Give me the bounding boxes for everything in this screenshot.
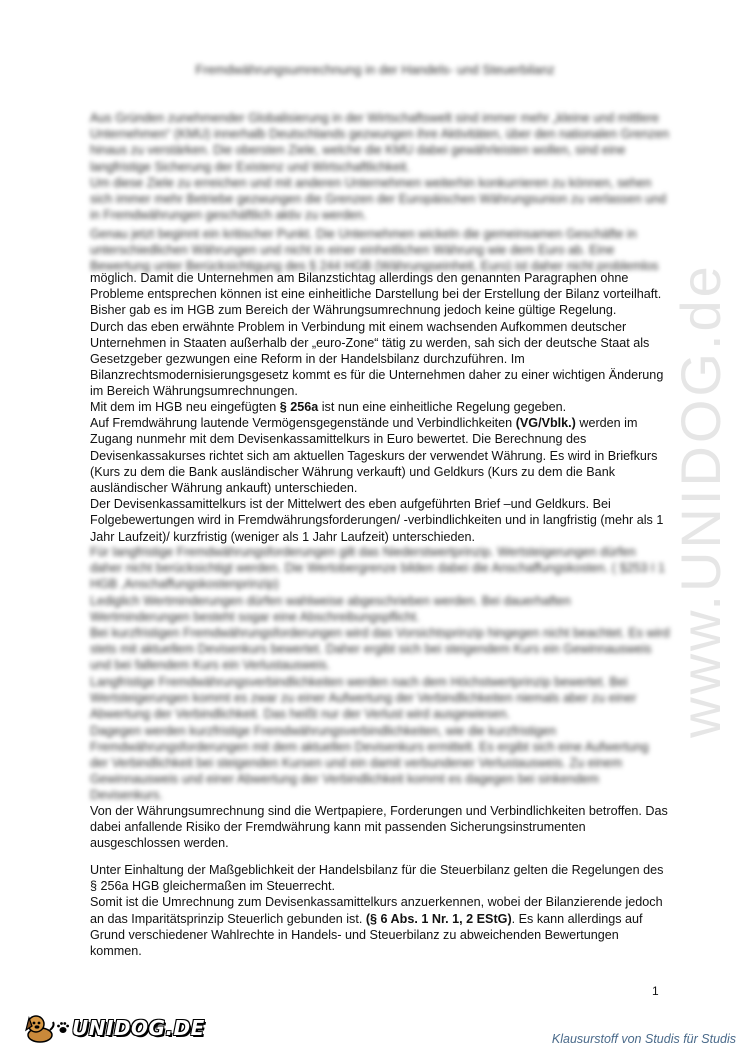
paragraph: Durch das eben erwähnte Problem in Verbindung mit einem wachsenden Aufkommen deutscher Unternehmen in Staaten außerhalb der „euro-Zone“ tätig zu werden, sah sich der deutsche Staat als Gesetzgeber gezwungen eine Reform in der Handelsbilanz durchzuführen. Im Bilanzrechtsmodernisierungsgesetz kommt es für die Unternehmen daher zu einer wichtigen Änderung im Bereich Währungsumrechnungen. [90, 319, 664, 399]
paragraph: Lediglich Wertminderungen dürfen wahlweise abgeschrieben werden. Bei dauerhaften Wertminderungen besteht sogar eine Abschreibungspflicht. [90, 593, 571, 624]
paragraph: Genau jetzt beginnt ein kritischer Punkt. Die Unternehmen wickeln die gemeinsamen Geschäfte in unterschiedlichen Währungen und nicht in einer einheitlichen Währung wie dem Euro ab. Eine Bewertung unter Berücksichtigung des § 244 HGB (Währungseinheit, Euro) ist daher nicht problemlos [90, 227, 659, 274]
section-affected-items [90, 803, 670, 852]
document-title: Fremdwährungsumrechnung in der Handels- und Steuerbilanz [195, 62, 555, 77]
paragraph: Um diese Ziele zu erreichen und mit anderen Unternehmen weiterhin konkurrieren zu können, sehen sich immer mehr Betriebe gezwungen die Grenzen der Europäischen Währungsunion zu verlassen und in Fremdwährungen geschäftlich aktiv zu werden. [90, 175, 667, 223]
paragraph: möglich. Damit die Unternehmen am Bilanzstichtag allerdings den genannten Paragraphen ohne Probleme entsprechen können ist eine einheitliche Darstellung bei der Erstellung der Bilanz vorteilhaft. Bisher gab es im HGB zum Bereich der Währungsumrechnung jedoch keine gültige Regelung. [90, 271, 662, 318]
bold-run: (VG/Vblk.) [515, 416, 576, 431]
logo-text: UNIDOG.DE [72, 1016, 205, 1040]
paragraph: Aus Gründen zunehmender Globalisierung in der Wirtschaftswelt sind immer mehr „kleine und mittlere Unternehmen“ (KMU) innerhalb Deutschlands gezwungen ihre Aktivitäten, über den nationalen Grenzen hinaus zu verstärken. Die obersten Ziele, welche die KMU dabei gewährleisten wollen, sind eine langfristige Sicherung der Existenz und Wirtschaftlichkeit. [90, 111, 669, 174]
blurred-intro [90, 110, 670, 223]
watermark-text: www.UNIDOG.de [668, 262, 732, 738]
paragraph [90, 415, 670, 496]
section-reform [90, 270, 670, 400]
blurred-section-b [90, 674, 670, 804]
bold-run: (§ 6 Abs. 1 Nr. 1, 2 EStG) [365, 911, 512, 926]
paragraph: Unter Einhaltung der Maßgeblichkeit der Handelsbilanz für die Steuerbilanz gelten die Regelungen des § 256a HGB gleichermaßen im Steuerrecht. [90, 863, 664, 894]
bold-run: § 256a [279, 400, 319, 414]
paw-icon [56, 1021, 70, 1035]
text-run: Mit dem im HGB neu eingefügten [90, 400, 280, 414]
paragraph: Für langfristige Fremdwährungsforderungen gilt das Niederstwertprinzip. Wertsteigerungen dürfen daher nicht berücksichtigt werden. Die Wertobergrenze bilden dabei die Anschaffungskosten. ( §253 I 1 HGB ,Anschaffungskostenprinzip) [90, 545, 666, 592]
text-run: ist nun eine einheitliche Regelung gegeben. [318, 400, 567, 414]
dog-mascot-icon [22, 1012, 56, 1044]
paragraph: Bei kurzfristigen Fremdwährungsforderungen wird das Vorsichtsprinzip hingegen nicht beachtet. Es wird stets mit aktuellem Devisenkurs bewertet. Daher ergibt sich bei steigendem Kurs ein Gewinnausweis und bei fallendem Kurs ein Verlustausweis. [90, 626, 670, 673]
text-run: Auf Fremdwährung lautende Vermögensgegenstände und Verbindlichkeiten [90, 416, 516, 431]
blurred-lead [90, 226, 670, 275]
paragraph: Langfristige Fremdwährungsverbindlichkeiten werden nach dem Höchstwertprinzip bewertet. Bei Wertsteigerungen kommt es zwar zu einer Aufwertung der Verbindlichkeiten niemals aber zu einer Abwertung der Verbindlichkeit. Das heißt nur der Verlust wird ausgewiesen. [90, 675, 637, 722]
section-256a [90, 399, 670, 545]
footer-tagline: Klausurstoff von Studis für Studis [551, 1032, 736, 1046]
paragraph [90, 399, 670, 415]
text-run: werden im Zugang nunmehr mit dem Devisenkassamittelkurs in Euro bewertet. Die Berechnung des Devisenkassakurses richtet sich am aktuellen Tageskurs der verwendet Währung. Es wird in Briefkurs (Kurs zu dem die Bank ausländischer Währung verkauft) und Geldkurs (Kurs zu dem die Bank ausländischer Währung ankauft) unterschieden. [90, 416, 658, 496]
paragraph: Der Devisenkassamittelkurs ist der Mittelwert des eben aufgeführten Brief –und Geldkurs. Bei Folgebewertungen wird in Fremdwährungsforderungen/ -verbindlichkeiten und in langfristig (mehr als 1 Jahr Laufzeit)/ kurzfristig (weniger als 1 Jahr Laufzeit) unterschieden. [90, 497, 664, 544]
text-run: Somit ist die Umrechnung zum Devisenkassamittelkurs anzuerkennen, wobei der Bilanzierende jedoch an das Imparitätsprinzip Steuerlich gebunden ist. [90, 895, 663, 926]
blurred-section-a [90, 544, 670, 674]
section-tax-law [90, 862, 670, 959]
text-run: . Es kann allerdings auf Grund verschiedener Wahlrechte in Handels- und Steuerbilanz zu abweichenden Bewertungen kommen. [90, 911, 643, 959]
unidog-logo [22, 1012, 205, 1044]
paragraph [90, 894, 670, 959]
paragraph: Dagegen werden kurzfristige Fremdwährungsverbindlichkeiten, wie die kurzfristigen Fremdwährungsforderungen mit dem aktuellen Devisenkurs ermittelt. Es ergibt sich eine Aufwertung der Verbindlichkeit bei steigenden Kursen und ein damit verbundener Verlustausweis. Zu einem Gewinnausweis und einer Abwertung der Verbindlichkeit kommt es dagegen bei sinkendem Devisenkurs. [90, 723, 649, 803]
paragraph: Von der Währungsumrechnung sind die Wertpapiere, Forderungen und Verbindlichkeiten betroffen. Das dabei anfallende Risiko der Fremdwährung kann mit passenden Sicherungsinstrumenten ausgeschlossen werden. [90, 804, 668, 851]
page-number: 1 [652, 984, 659, 998]
